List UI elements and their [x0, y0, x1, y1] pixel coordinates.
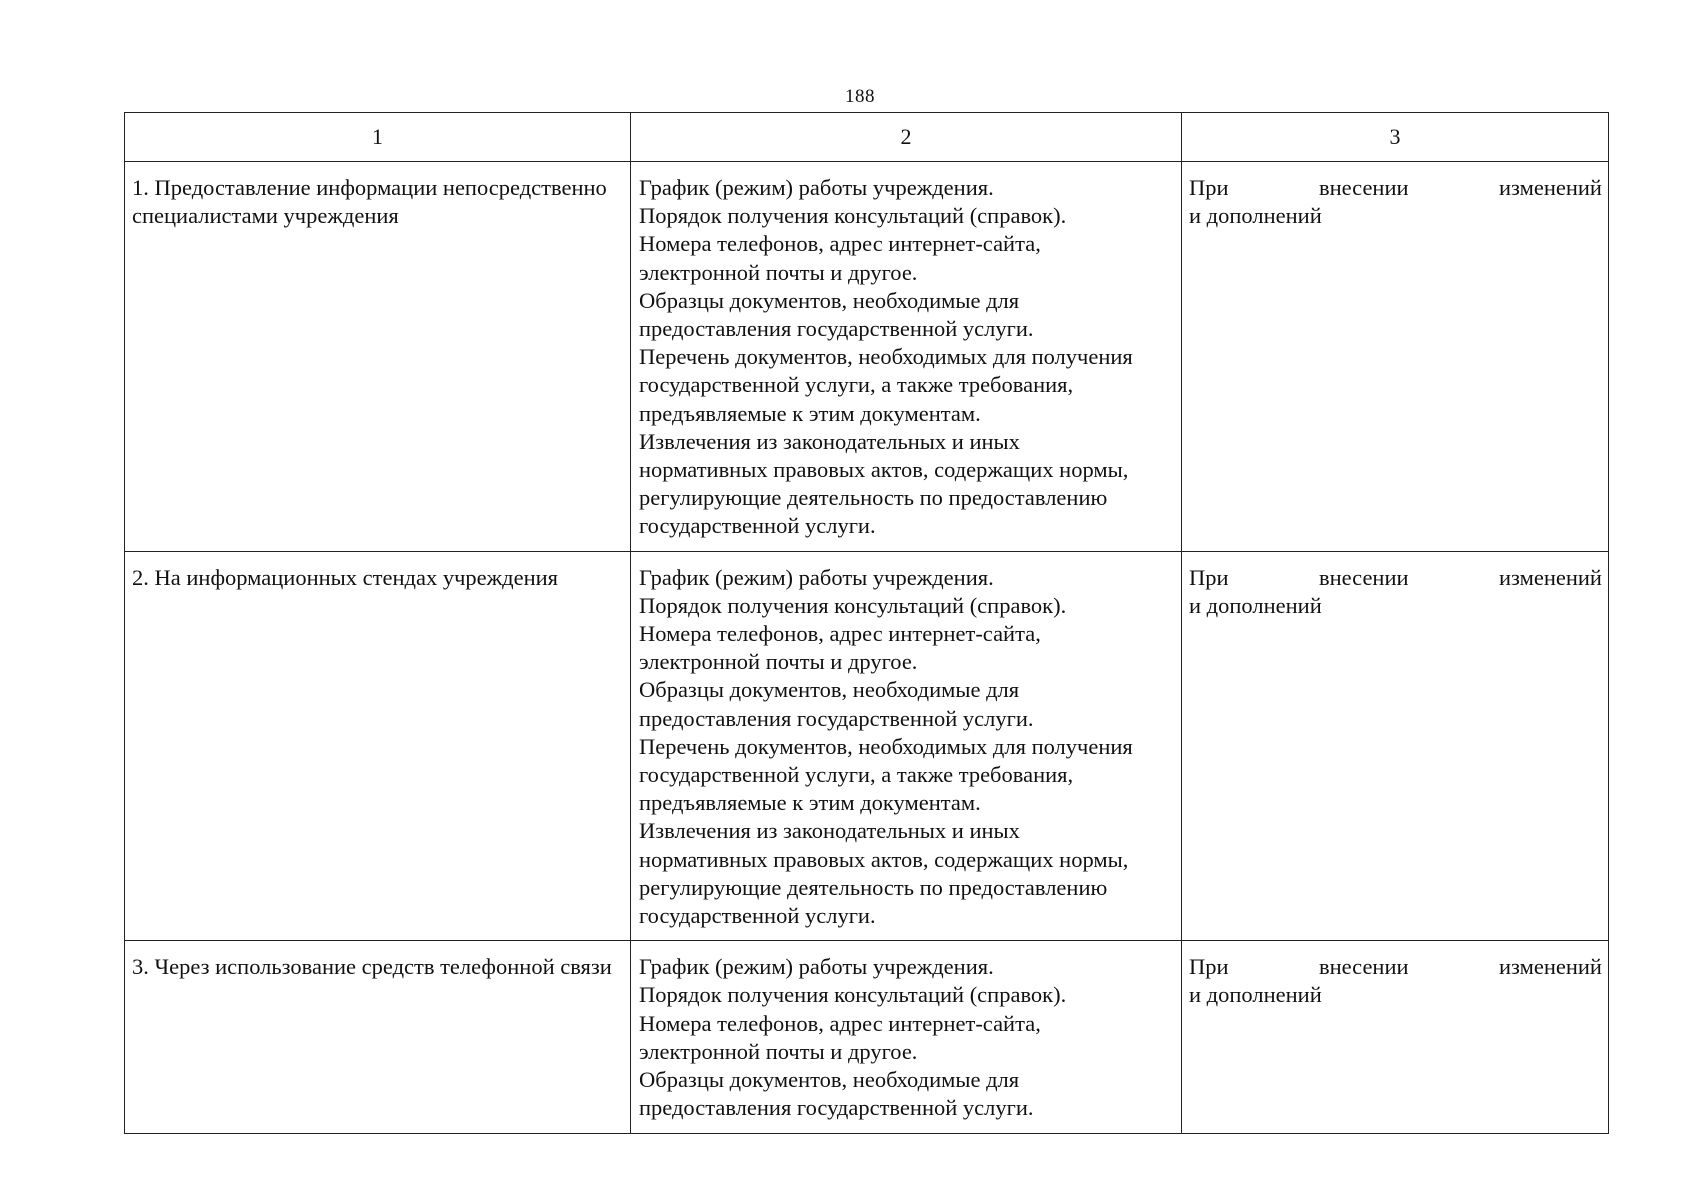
- method-cell: 3. Через использование средств телефонной связи: [125, 941, 631, 1133]
- update-note-word: При: [1189, 564, 1229, 590]
- info-cell: [631, 551, 1182, 941]
- info-line: Номера телефонов, адрес интернет-сайта,: [639, 1010, 1041, 1036]
- info-line: предоставления государственной услуги.: [639, 316, 1034, 342]
- info-table: [124, 112, 1609, 1134]
- update-cell: [1182, 941, 1609, 1133]
- info-line: предъявляемые к этим документам.: [639, 400, 981, 426]
- info-line: нормативных правовых актов, содержащих нормы,: [639, 846, 1129, 872]
- info-line: Перечень документов, необходимых для получения: [639, 344, 1133, 370]
- update-note-word: внесении: [1318, 564, 1409, 590]
- header-row: [125, 113, 1609, 162]
- update-cell: [1182, 162, 1609, 552]
- info-line: государственной услуги.: [639, 513, 876, 539]
- info-line: Номера телефонов, адрес интернет-сайта,: [639, 231, 1041, 257]
- update-cell: [1182, 551, 1609, 941]
- column-header-3: 3: [1182, 113, 1609, 162]
- column-header-2: 2: [631, 113, 1182, 162]
- update-note-tail: и дополнений: [1189, 203, 1322, 229]
- update-note-word: изменений: [1498, 954, 1602, 980]
- column-header-1: 1: [125, 113, 631, 162]
- info-line: Порядок получения консультаций (справок).: [639, 203, 1067, 229]
- info-line: Извлечения из законодательных и иных: [639, 818, 1020, 844]
- update-note-word: изменений: [1498, 175, 1602, 200]
- info-line: Порядок получения консультаций (справок).: [639, 982, 1067, 1008]
- info-line: График (режим) работы учреждения.: [639, 564, 994, 590]
- update-note-line: [1189, 174, 1602, 202]
- update-note-word: изменений: [1498, 564, 1602, 590]
- info-line: электронной почты и другое.: [639, 649, 918, 675]
- info-line: предоставления государственной услуги.: [639, 705, 1034, 731]
- info-cell: [631, 941, 1182, 1133]
- info-line: Перечень документов, необходимых для получения: [639, 733, 1133, 759]
- info-line: государственной услуги, а также требования,: [639, 372, 1074, 398]
- table-body: [125, 162, 1609, 1134]
- update-note-word: При: [1189, 175, 1229, 200]
- info-line: предъявляемые к этим документам.: [639, 790, 981, 816]
- info-line: График (режим) работы учреждения.: [639, 175, 994, 200]
- page-number: 188: [845, 86, 875, 107]
- table-row: [125, 551, 1609, 941]
- info-line: Порядок получения консультаций (справок).: [639, 592, 1067, 618]
- update-note-tail: и дополнений: [1189, 592, 1322, 618]
- info-line: регулирующие деятельность по предоставлению: [639, 874, 1108, 900]
- method-cell: 2. На информационных стендах учреждения: [125, 551, 631, 941]
- info-line: нормативных правовых актов, содержащих нормы,: [639, 457, 1129, 483]
- info-line: Образцы документов, необходимые для: [639, 1067, 1020, 1093]
- update-note-word: При: [1189, 954, 1229, 980]
- update-note-word: внесении: [1318, 954, 1409, 980]
- info-line: государственной услуги.: [639, 903, 876, 929]
- update-note-line: [1189, 564, 1602, 592]
- table-row: [125, 162, 1609, 552]
- update-note-tail: и дополнений: [1189, 982, 1322, 1008]
- table-header: [125, 113, 1609, 162]
- table-row: [125, 941, 1609, 1133]
- info-line: Образцы документов, необходимые для: [639, 677, 1020, 703]
- info-line: регулирующие деятельность по предоставлению: [639, 485, 1108, 511]
- info-line: Извлечения из законодательных и иных: [639, 428, 1020, 454]
- info-line: График (режим) работы учреждения.: [639, 954, 994, 980]
- info-line: электронной почты и другое.: [639, 1038, 918, 1064]
- info-line: электронной почты и другое.: [639, 259, 918, 285]
- info-line: предоставления государственной услуги.: [639, 1095, 1034, 1121]
- update-note-line: [1189, 953, 1602, 981]
- info-cell: [631, 162, 1182, 552]
- method-cell: 1. Предоставление информации непосредственно специалистами учреждения: [125, 162, 631, 552]
- info-line: государственной услуги, а также требования,: [639, 762, 1074, 788]
- update-note-word: внесении: [1318, 175, 1409, 200]
- info-line: Образцы документов, необходимые для: [639, 287, 1020, 313]
- info-line: Номера телефонов, адрес интернет-сайта,: [639, 621, 1041, 647]
